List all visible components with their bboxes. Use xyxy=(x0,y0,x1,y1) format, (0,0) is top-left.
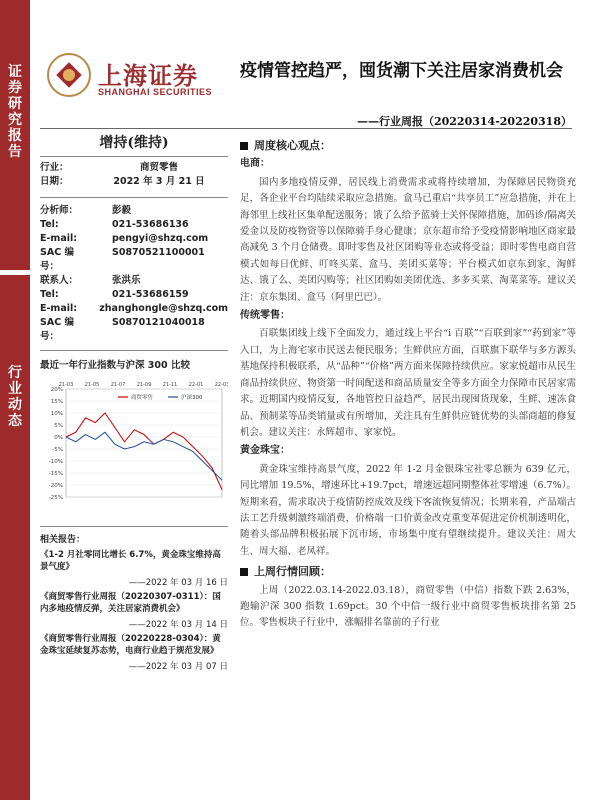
tel-row: Tel: 021-53686136 xyxy=(40,219,189,230)
industry-row: 行业： 商贸零售 xyxy=(40,162,178,173)
divider xyxy=(40,197,228,198)
x-tick-label: 21-03 xyxy=(58,382,74,388)
date-row: 日期： 2022 年 3 月 21 日 xyxy=(40,176,205,187)
related-report-item[interactable] xyxy=(40,633,228,673)
y-tick-label: 15% xyxy=(50,399,63,405)
sidebar-bottom-band xyxy=(0,275,30,800)
info-panel xyxy=(40,128,228,673)
sac-row: SAC 编号： S0870521100001 xyxy=(40,247,205,272)
email-row: E-mail: pengyi@shzq.com xyxy=(40,232,228,246)
email-row: E-mail: zhanghongle@shzq.com xyxy=(40,303,228,314)
x-tick-label: 22-03 xyxy=(214,382,228,388)
paragraph-traditional: 百联集团线上线下全面发力，通过线上平台“i 百联”“百联到家”“药到家”等入口，为上海宅家市民送去便民服务；生鲜供应方面，百联旗下联华与多方源头基地保持积极联系，从“品种”“价格”两方面来保障持续供应。家家悦超市从民生商品持续供应、物资第一时间配送和商品质量安全等多方面全力保障市民居家需求。近期国内疫情反复，各地管控日益趋严，居民出现囤货现象，生鲜、速冻食品、预制菜等品类销量或有所增加，关注具有生鲜供应链优势的头部商超的修复机会。建议关注：永辉超市、家家悦。 xyxy=(240,328,576,438)
divider xyxy=(40,350,228,351)
company-logo xyxy=(46,52,246,102)
paragraph-ecommerce: 国内多地疫情反弹，居民线上消费需求或将持续增加，为保障居民物资充足，各企业平台均陆续采取应急措施。盒马已重启“共享员工”应急措施，并在上海邻里上线社区集单配送服务；饿了么给予蓝骑士关怀保障措施，加码诊/隔离关爱金以及防疫物资等以保障骑手身心健康；京东超市给予受疫情影响地区商家最高减免 3 个月仓储费。即时零售及社区团购等业态或将受益；即时零售电商自营模式如每日优鲜、叮咚买菜、盒马、美团买菜等；平台模式如京东到家、淘鲜达、饿了么、美团闪购等；社区团购如美团优选、多多买菜、淘菜菜等。建议关注：京东集团、盒马（阿里巴巴）。 xyxy=(240,176,576,303)
related-report-item[interactable] xyxy=(40,549,228,589)
subsection-jewelry: 黄金珠宝： xyxy=(240,445,290,457)
subsection-traditional: 传统零售： xyxy=(240,310,290,322)
tel-row: Tel: 021-53686159 xyxy=(40,289,189,300)
divider xyxy=(40,526,228,527)
x-tick-label: 21-09 xyxy=(136,382,152,388)
report-subtitle: ——行业周报（20220314-20220318） xyxy=(356,115,572,128)
y-tick-label: 0% xyxy=(54,435,63,441)
logo-text-cn: 上海证券 xyxy=(98,62,198,90)
email-link[interactable]: pengyi@shzq.com xyxy=(112,233,209,244)
sac-row: SAC 编号： S0870121040018 xyxy=(40,317,205,342)
logo-emblem-icon xyxy=(46,52,92,98)
bullet-square-icon xyxy=(240,568,248,576)
y-tick-label: -15% xyxy=(48,471,63,477)
report-body xyxy=(240,136,576,634)
index-comparison-chart xyxy=(40,375,228,515)
paragraph-jewelry: 黄金珠宝维持高景气度，2022 年 1-2 月金银珠宝社零总额为 639 亿元，同比增加 19.5%，增速环比+19.7pct，增速远超同期整体社零增速（6.7%）。短期来看，需求取决于疫情防控成效及线下客流恢复情况；长期来看，产品端古法工艺升级刺激终端消费，价格端一口价黄金改克重变革促进定价机制透明化，随着头部品牌积极拓展下沉市场，市场集中度有望继续提升。建议关注：周大生、周大福、老凤祥。 xyxy=(240,463,576,557)
plot-area xyxy=(66,389,222,497)
section-heading: 周度核心观点： xyxy=(240,138,576,154)
y-tick-label: 5% xyxy=(54,423,63,429)
x-tick-label: 22-01 xyxy=(188,382,204,388)
sidebar xyxy=(0,0,30,800)
page-title: 疫情管控趋严，囤货潮下关注居家消费机会 xyxy=(240,61,563,81)
y-tick-label: 10% xyxy=(50,411,63,417)
chart-title: 最近一年行业指数与沪深 300 比较 xyxy=(40,360,190,371)
section-heading: 上周行情回顾： xyxy=(240,564,576,580)
subsection-ecommerce: 电商： xyxy=(240,158,270,170)
related-report-title: 《商贸零售行业周报（20220228-0304）：黄金珠宝延续复苏态势，电商行业趋于规范发展》 xyxy=(40,634,221,656)
category-label: 行业动态 xyxy=(8,365,22,429)
x-tick-label: 21-07 xyxy=(110,382,126,388)
email-link[interactable]: zhanghongle@shzq.com xyxy=(99,303,228,314)
legend-label: 沪深300 xyxy=(181,395,203,401)
y-tick-label: -5% xyxy=(52,447,63,453)
related-report-date: ——2022 年 03 月 07 日 xyxy=(128,662,228,672)
bullet-square-icon xyxy=(240,142,248,150)
related-report-date: ——2022 年 03 月 14 日 xyxy=(128,620,228,630)
y-tick-label: -25% xyxy=(48,495,63,501)
x-tick-label: 21-05 xyxy=(84,382,100,388)
report-type-label: 证券研究报告 xyxy=(8,64,22,160)
contact-row: 联系人： 张洪乐 xyxy=(40,275,141,286)
logo-text-en: SHANGHAI SECURITIES xyxy=(98,87,213,97)
analyst-row: 分析师： 彭毅 xyxy=(40,205,132,216)
related-report-item[interactable] xyxy=(40,591,228,631)
paragraph-market: 上周（2022.03.14-2022.03.18），商贸零售（中信）指数下跌 2.63%，跑输沪深 300 指数 1.69pct。30 个中信一级行业中商贸零售板块排名第 25 位。零售板块子行业中，涨幅排名靠前的子行业 xyxy=(240,584,576,629)
related-report-title: 《商贸零售行业周报（20220307-0311）：国内多地疫情反弹，关注居家消费机会》 xyxy=(40,592,221,614)
y-tick-label: 20% xyxy=(50,387,63,393)
sidebar-top-band xyxy=(0,0,30,270)
divider xyxy=(40,156,228,157)
y-tick-label: -20% xyxy=(48,483,63,489)
y-tick-label: -10% xyxy=(48,459,63,465)
rating: 增持(维持) xyxy=(99,135,169,151)
related-report-title: 《1-2 月社零同比增长 6.7%，黄金珠宝维持高景气度》 xyxy=(40,550,221,572)
x-tick-label: 21-11 xyxy=(162,382,178,388)
legend-label: 商贸零售 xyxy=(131,395,154,401)
series-line-retail xyxy=(66,413,222,490)
related-report-date: ——2022 年 03 月 16 日 xyxy=(128,578,228,588)
related-reports-title: 相关报告： xyxy=(40,535,86,545)
